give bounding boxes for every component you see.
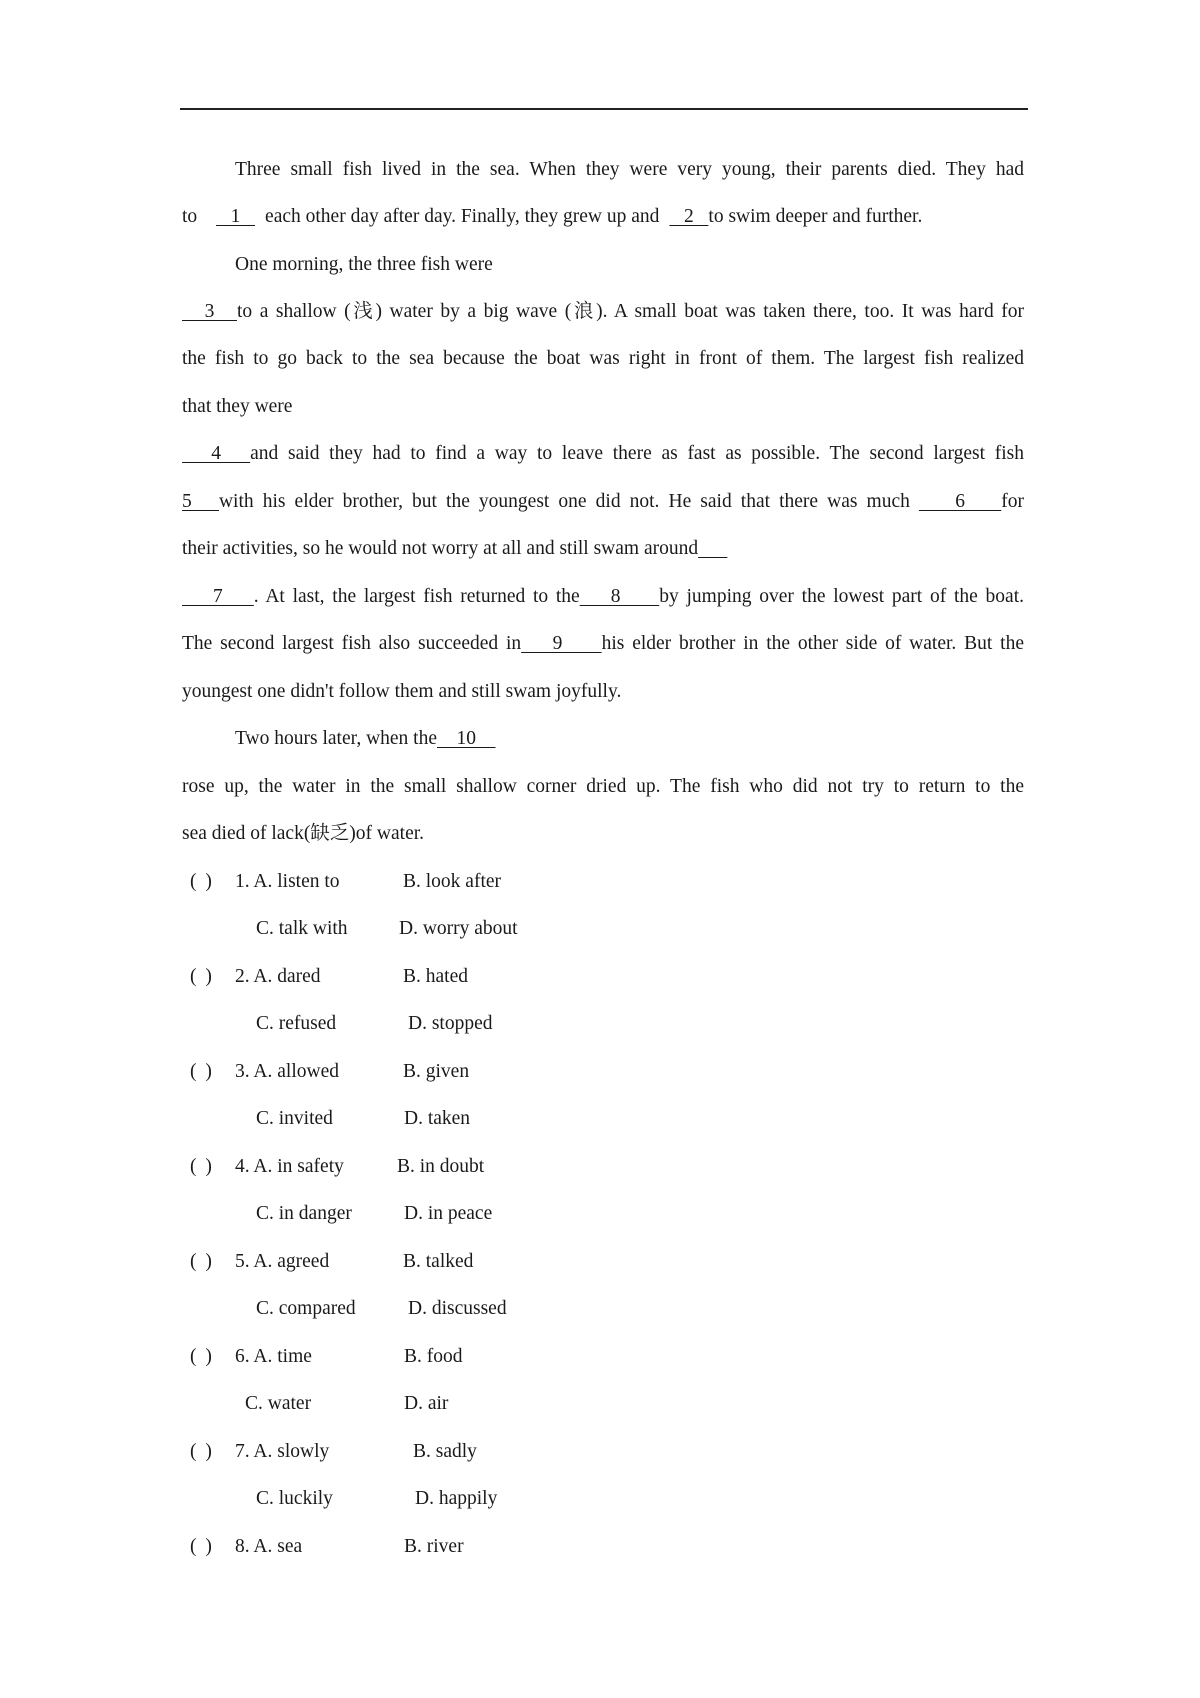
blank-2[interactable]: 2 xyxy=(669,206,709,227)
option-c: C. luckily xyxy=(256,1488,333,1509)
passage-text: to a shallow (浅) water by a big wave (浪). A small boat was taken there, too. It was hard for xyxy=(237,301,1024,322)
option-a: 5. A. agreed xyxy=(235,1251,330,1272)
option-a: 4. A. in safety xyxy=(235,1156,344,1177)
answer-paren[interactable]: ( ) xyxy=(190,1156,214,1177)
option-d: D. taken xyxy=(404,1108,471,1129)
passage-text: by jumping over the lowest part of the boat. xyxy=(659,586,1024,607)
option-c: C. refused xyxy=(256,1013,337,1034)
passage-text: The second largest fish also succeeded in xyxy=(182,633,522,654)
passage-line xyxy=(182,822,1024,846)
passage-line xyxy=(182,632,1024,656)
answer-paren[interactable]: ( ) xyxy=(190,1251,214,1272)
option-d: D. discussed xyxy=(408,1298,507,1319)
passage-text: for xyxy=(1001,491,1025,512)
option-a: 8. A. sea xyxy=(235,1536,303,1557)
option-a: 6. A. time xyxy=(235,1346,312,1367)
option-c: C. invited xyxy=(256,1108,333,1129)
option-b: B. given xyxy=(403,1061,470,1082)
answer-paren[interactable]: ( ) xyxy=(190,1346,214,1367)
passage-line xyxy=(182,442,1024,466)
answer-paren[interactable]: ( ) xyxy=(190,1061,214,1082)
passage-text: sea died of lack(缺乏)of water. xyxy=(182,823,425,844)
option-a: 3. A. allowed xyxy=(235,1061,339,1082)
option-d: D. worry about xyxy=(399,918,518,939)
passage-text: each other day after day. Finally, they grew up and xyxy=(265,206,660,227)
blank-1[interactable]: 1 xyxy=(216,206,256,227)
blank-8[interactable]: 8 xyxy=(579,586,660,607)
blank-9[interactable]: 9 xyxy=(521,633,602,654)
passage-text: Two hours later, when the xyxy=(235,728,438,749)
passage-text: their activities, so he would not worry at all and still swam around xyxy=(182,538,699,559)
passage-line xyxy=(182,205,1024,229)
passage-text: the fish to go back to the sea because the boat was right in front of them. The largest fish realized xyxy=(182,348,1024,369)
passage-text: youngest one didn't follow them and still swam joyfully. xyxy=(182,681,622,702)
option-d: D. stopped xyxy=(408,1013,493,1034)
passage-line xyxy=(182,158,1024,182)
passage-text: and said they had to find a way to leave there as fast as possible. The second largest fish xyxy=(250,443,1024,464)
option-b: B. hated xyxy=(403,966,468,987)
passage-line xyxy=(182,300,1024,324)
option-b: B. river xyxy=(404,1536,464,1557)
blank-4[interactable]: 4 xyxy=(182,443,251,464)
blank-7[interactable]: 7 xyxy=(182,586,254,607)
option-c: C. in danger xyxy=(256,1203,352,1224)
passage-line xyxy=(182,727,1024,751)
option-c: C. water xyxy=(245,1393,312,1414)
answer-paren[interactable]: ( ) xyxy=(190,871,214,892)
option-d: D. air xyxy=(404,1393,449,1414)
passage-text: . At last, the largest fish returned to the xyxy=(253,586,580,607)
option-c: C. compared xyxy=(256,1298,356,1319)
option-b: B. food xyxy=(404,1346,463,1367)
passage-line xyxy=(182,347,1024,371)
passage-line xyxy=(182,537,1024,561)
blank-7-lead xyxy=(698,538,727,559)
blank-6[interactable]: 6 xyxy=(918,491,1002,512)
option-a: 1. A. listen to xyxy=(235,871,340,892)
passage-text: to xyxy=(182,206,198,227)
blank-10[interactable]: 10 xyxy=(437,728,496,749)
option-a: 2. A. dared xyxy=(235,966,321,987)
passage-line xyxy=(182,680,1024,704)
passage-text: his elder brother in the other side of water. But the xyxy=(601,633,1024,654)
option-c: C. talk with xyxy=(256,918,348,939)
passage-line xyxy=(182,253,1024,277)
passage-line xyxy=(182,395,1024,419)
option-b: B. look after xyxy=(403,871,502,892)
blank-3[interactable]: 3 xyxy=(182,301,238,322)
passage-text: to swim deeper and further. xyxy=(708,206,923,227)
blank-5[interactable]: 5 xyxy=(182,491,219,512)
passage-text: Three small fish lived in the sea. When they were very young, their parents died. They had xyxy=(235,159,1024,180)
passage-text: that they were xyxy=(182,396,293,417)
passage-text: with his elder brother, but the youngest one did not. He said that there was much xyxy=(218,491,910,512)
passage-line xyxy=(182,585,1024,609)
option-d: D. happily xyxy=(415,1488,498,1509)
option-b: B. in doubt xyxy=(397,1156,485,1177)
option-b: B. sadly xyxy=(413,1441,477,1462)
passage-line xyxy=(182,490,1024,514)
option-b: B. talked xyxy=(403,1251,474,1272)
answer-paren[interactable]: ( ) xyxy=(190,1441,214,1462)
answer-paren[interactable]: ( ) xyxy=(190,1536,214,1557)
header-rule xyxy=(180,108,1028,110)
passage-text: One morning, the three fish were xyxy=(235,254,493,275)
answer-paren[interactable]: ( ) xyxy=(190,966,214,987)
passage-text: rose up, the water in the small shallow corner dried up. The fish who did not try to return to the xyxy=(182,776,1024,797)
option-a: 7. A. slowly xyxy=(235,1441,330,1462)
passage-line xyxy=(182,775,1024,799)
option-d: D. in peace xyxy=(404,1203,493,1224)
